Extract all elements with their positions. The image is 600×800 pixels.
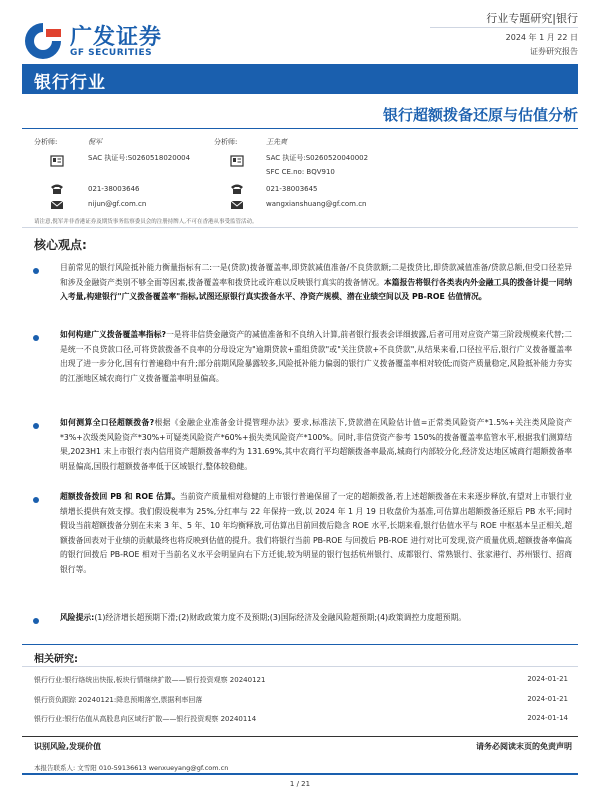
key-point-2: 如何构建广义拨备覆盖率指标?一是将非信贷金融资产的减值准备和不良纳入计算,前者银行报表会详细披露,后者可用对应资产第三阶段规模来代替;二是统一不良贷款口径,可将贷款拨备不良率的分母设定为"逾期贷款+重组贷款"或"关注贷款+不良贷款",从结果来看,口径拉平后,银行广义拨备覆盖率出现了进一步分化,国有行普遍稳中有升;部分前期风险暴露较多,风险抵补能力偏弱的银行广义拨备覆盖率相对较低;而资产质量稳定,风险抵补能力夯实的江浙地区城农商行广义拨备覆盖率明显偏高。 bbox=[60, 330, 572, 383]
analyst-2-sfc: SFC CE.no: BQV910 bbox=[266, 168, 335, 176]
related-heading: 相关研究: bbox=[34, 654, 78, 665]
analyst-2-sac: SAC 执证号:S0260520040002 bbox=[266, 154, 369, 162]
key-point-4: 超额拨备拨回 PB 和 ROE 估算。当前资产质量相对稳健的上市银行普遍保留了一定的超额拨备,若上述超额拨备在未来逐步释放,有望对上市银行业绩增长提供有效支撑。我们假设税率为 25%,分红率与 22 年保持一致,以 2024 年 1 月 19 日收盘价为基准,可估算出超额拨备还原后 PB 水平;同时假设当前超额拨备分别在未来 3 年、5 年、10 年均衡释放,可估算出目前回拨后隐含 ROE 水平,长期来看,银行估值水平与 ROE 中枢基本呈正相关,超额拨备回表对于业绩的贡献最终也将反映到估值的提升。我们将银行当前 PB-ROE 与回拨后 PB-ROE 进行对比可发现,资产质量优质,超额拨备率偏高的银行回拨后 PB-ROE 相对于当前名义水平会明显向右下方迁徙,较为明显的银行包括杭州银行、成都银行、常熟银行、张家港行、苏州银行、招商银行等。 bbox=[60, 492, 572, 574]
analyst-1-sac: SAC 执证号:S0260518020004 bbox=[88, 154, 191, 162]
phone-icon bbox=[50, 183, 64, 195]
industry-banner bbox=[22, 64, 578, 94]
related-item[interactable]: 银行资负跟踪 20240121:降息预期落空,票据利率回落 2024-01-21 bbox=[34, 695, 568, 704]
bullet-icon bbox=[33, 335, 39, 341]
id-card-icon bbox=[50, 155, 64, 167]
key-points-heading: 核心观点: bbox=[34, 238, 87, 252]
analyst-2-phone: 021-38003645 bbox=[266, 185, 318, 193]
analyst-2-name: 王先爽 bbox=[266, 138, 287, 146]
footer-slogan: 识别风险,发现价值 bbox=[34, 742, 102, 751]
analyst-disclaimer: 请注意,倪军并非香港证券及期货事务监察委员会的注册持牌人,不可在香港从事受监管活动。 bbox=[34, 219, 258, 225]
report-title: 银行超额拨备还原与估值分析 bbox=[382, 106, 578, 124]
email-icon bbox=[230, 199, 244, 211]
related-date: 2024-01-21 bbox=[527, 675, 568, 683]
related-date: 2024-01-14 bbox=[527, 714, 568, 722]
bullet-icon bbox=[33, 268, 39, 274]
key-point-1: 目前常见的银行风险抵补能力衡量指标有二:一是(贷款)拨备覆盖率,即贷款减值准备/不良贷款额;二是拨贷比,即贷款减值准备/贷款总额,但受口径差异和涉及金融资产类别不够全面等因素,拨备覆盖率和拨贷比或许难以反映银行真实的拨备情况。本篇报告将银行各类表内外金融工具的拨备计提一同纳入考量,构建银行"广义拨备覆盖率"指标,试图还原银行真实拨备水平、净资产规模、潜在业绩空间以及 PB-ROE 估值情况。 bbox=[60, 263, 572, 301]
analyst-1-label: 分析师: bbox=[34, 138, 58, 146]
key-point-3: 如何测算全口径超额拨备?根据《金融企业准备金计提管理办法》要求,标准法下,贷款潜在风险估计值=正常类风险资产*1.5%+关注类风险资产*3%+次级类风险资产*30%+可疑类风险资产*60%+损失类风险资产*100%。同时,非信贷资产参考 150%的拨备覆盖率监管水平,根据我们测算结果,2023H1 末上市银行表内信用资产超额拨备率约为 131.69%,其中农商行平均超额拨备率最高,城商行内部较分化,经济发达地区城商行超额拨备率明显偏高,国股行超额拨备率低于区域银行,整体较稳健。 bbox=[60, 418, 572, 471]
related-date: 2024-01-21 bbox=[527, 695, 568, 703]
report-category: 行业专题研究|银行 bbox=[486, 12, 578, 25]
analyst-1-name: 倪军 bbox=[88, 138, 102, 146]
company-logo bbox=[22, 18, 192, 66]
bullet-icon bbox=[33, 618, 39, 624]
footer-contact: 本报告联系人: 文雪阳 010-59136613 wenxueyang@gf.com.cn bbox=[34, 764, 229, 772]
industry-name: 银行行业 bbox=[34, 73, 106, 93]
bullet-icon bbox=[33, 423, 39, 429]
analyst-1-email[interactable]: nijun@gf.com.cn bbox=[88, 200, 147, 208]
analyst-1-phone: 021-38003646 bbox=[88, 185, 140, 193]
bullet-icon bbox=[33, 497, 39, 503]
title-rule bbox=[22, 128, 578, 129]
report-date: 2024 年 1 月 22 日 bbox=[505, 33, 578, 42]
logo-mark-icon bbox=[22, 20, 64, 62]
analyst-2-label: 分析师: bbox=[214, 138, 238, 146]
related-item[interactable]: 银行行业:银行估值从高股息向区域行扩散——银行投资观察 20240114 2024-01-14 bbox=[34, 714, 568, 723]
logo-name-cn: 广发证券 bbox=[70, 25, 163, 50]
header-divider bbox=[430, 27, 578, 28]
footer-rule bbox=[22, 736, 578, 737]
related-item[interactable]: 银行行业:银行络统出快报,板块行情继续扩散——银行投资观察 20240121 2024-01-21 bbox=[34, 675, 568, 684]
page-number: 1 / 21 bbox=[289, 780, 311, 788]
phone-icon bbox=[230, 183, 244, 195]
analyst-2-email[interactable]: wangxianshuang@gf.com.cn bbox=[266, 200, 367, 208]
id-card-icon bbox=[230, 155, 244, 167]
email-icon bbox=[50, 199, 64, 211]
related-rule bbox=[22, 644, 578, 645]
report-type: 证券研究报告 bbox=[530, 47, 578, 56]
logo-name-en: GF SECURITIES bbox=[70, 48, 153, 58]
section-rule bbox=[22, 227, 578, 228]
footer-bottom-rule bbox=[22, 773, 578, 775]
footer-disclaimer-note: 请务必阅读末页的免责声明 bbox=[476, 742, 572, 751]
key-point-5: 风险提示:(1)经济增长超预期下滑;(2)财政政策力度不及预期;(3)国际经济及金融风险超预期;(4)政策调控力度超预期。 bbox=[60, 613, 467, 622]
related-underline bbox=[22, 666, 578, 667]
